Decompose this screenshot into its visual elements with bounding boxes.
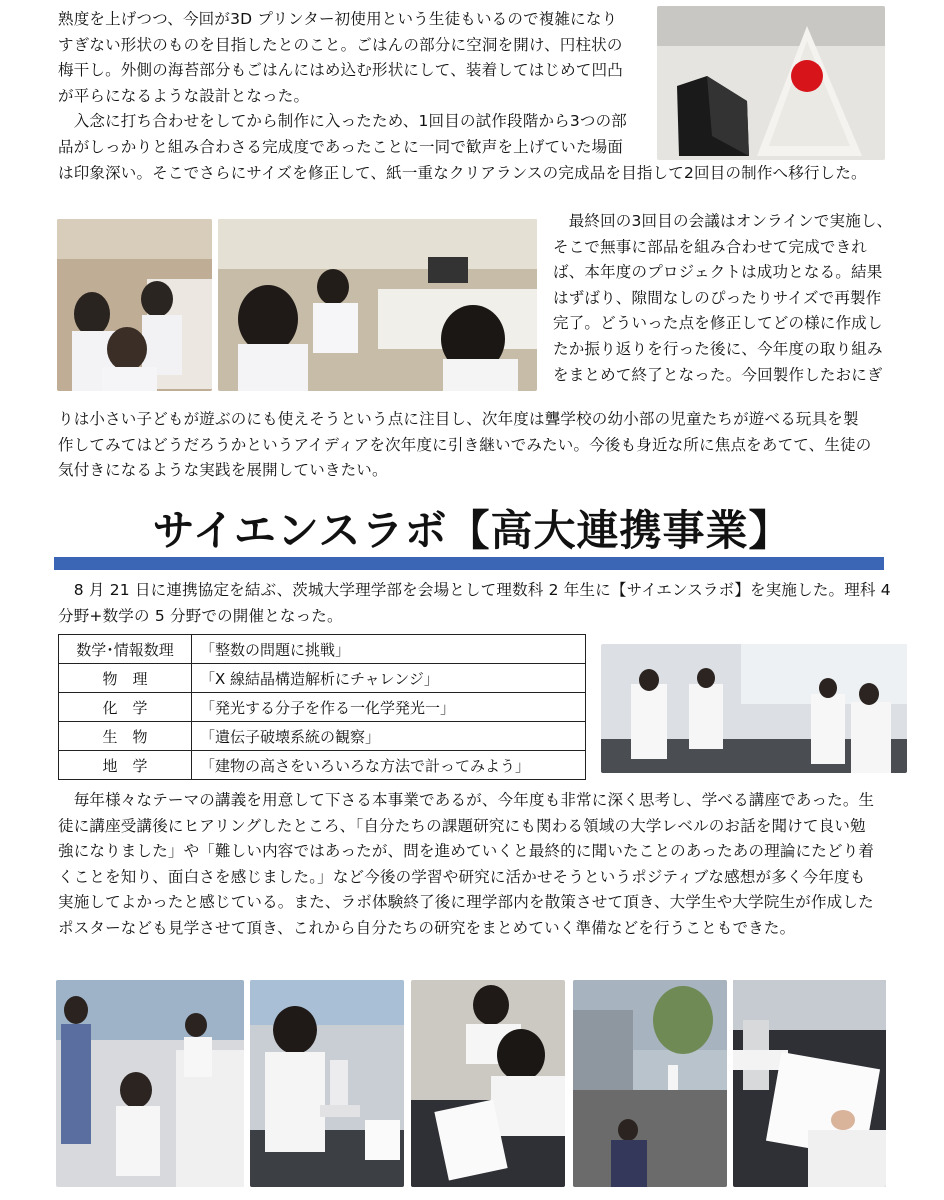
text-line: すぎない形状のものを目指したとのこと。ごはんの部分に空洞を開け、円柱状の xyxy=(58,35,623,54)
text-line: 完了。どういった点を修正してどの様に作成し xyxy=(553,314,883,333)
sketch-observation-photo xyxy=(733,980,886,1187)
subject-cell: 物 理 xyxy=(59,664,192,693)
subject-cell: 地 学 xyxy=(59,751,192,780)
topic-cell: 「X 線結晶構造解析にチャレンジ」 xyxy=(192,664,586,693)
lab-group-photo xyxy=(601,644,907,773)
outdoor-measurement-photo xyxy=(573,980,727,1187)
text-line: 入念に打ち合わせをしてから制作に入ったため、1回目の試作段階から3つの部 xyxy=(58,112,628,131)
table-row xyxy=(59,635,586,664)
text-line: が平らになるような設計となった。 xyxy=(58,86,310,105)
microscope-photo xyxy=(250,980,404,1187)
text-line: 徒に講座受講後にヒアリングしたところ、「自分たちの課題研究にも関わる領域の大学レベルのお話を聞けて良い勉 xyxy=(58,816,866,835)
table-row xyxy=(59,693,586,722)
section-divider xyxy=(54,557,884,570)
text-line: 強になりました」や「難しい内容ではあったが、問を進めていくと最終的に聞いたことのあったあの理論にたどり着 xyxy=(58,842,875,861)
meeting-photo-2 xyxy=(218,219,537,391)
topic-cell: 「発光する分子を作る一化学発光一」 xyxy=(192,693,586,722)
section-title: サイエンスラボ【高大連携事業】 xyxy=(152,506,792,555)
subject-cell: 生 物 xyxy=(59,722,192,751)
text-line: そこで無事に部品を組み合わせて完成できれ xyxy=(553,237,868,256)
subject-cell: 数学･情報数理 xyxy=(59,635,192,664)
text-line: くことを知り、面白さを感じました。」など今後の学習や研究に活かせそうというポジティブな感想が多く今年度も xyxy=(58,867,866,886)
text-line: 梅干し。外側の海苔部分もごはんにはめ込む形状にして、装着してはじめて凹凸 xyxy=(58,61,623,80)
text-line: 毎年様々なテーマの講義を用意して下さる本事業であるが、今年度も非常に深く思考し、学べる講座であった。生 xyxy=(58,791,875,809)
onigiri-3d-print-photo xyxy=(657,6,885,160)
section-intro xyxy=(58,578,938,629)
article-bottom-text xyxy=(58,407,938,484)
subject-cell: 化 学 xyxy=(59,693,192,722)
text-line: をまとめて終了となった。今回製作したおにぎ xyxy=(553,365,883,384)
article-side-text xyxy=(553,209,893,388)
text-line: 最終回の3回目の会議はオンラインで実施し、 xyxy=(553,212,893,230)
text-line: 品がしっかりと組み合わさる完成度であったことに一同で歓声を上げていた場面 xyxy=(58,137,624,156)
table-row xyxy=(59,664,586,693)
text-line: は印象深い。そこでさらにサイズを修正して、紙一重なクリアランスの完成品を目指して2回目の制作へ移行した。 xyxy=(58,163,867,182)
text-line: たか振り返りを行った後に、今年度の取り組み xyxy=(553,339,883,358)
text-line: 作してみてはどうだろうかというアイディアを次年度に引き継いでみたい。今後も身近な所に焦点をあてて、生徒の xyxy=(58,435,872,454)
text-line: はずばり、隙間なしのぴったりサイズで再製作 xyxy=(553,288,882,307)
topics-table xyxy=(58,634,586,780)
text-line: 熟度を上げつつ、今回が3D プリンター初使用という生徒もいるので複雑になり xyxy=(58,10,618,28)
meeting-photo-1 xyxy=(57,219,212,391)
topic-cell: 「建物の高さをいろいろな方法で計ってみよう」 xyxy=(192,751,586,780)
topic-cell: 「整数の問題に挑戦」 xyxy=(192,635,586,664)
text-line: 分野+数学の 5 分野での開催となった。 xyxy=(58,606,343,625)
topic-cell: 「遺伝子破壊系統の観察」 xyxy=(192,722,586,751)
text-line: 気付きになるような実践を展開していきたい。 xyxy=(58,461,388,480)
text-line: ポスターなども見学させて頂き、これから自分たちの研究をまとめていく準備などを行うこともできた。 xyxy=(58,918,796,937)
table-row xyxy=(59,722,586,751)
text-line: 実施してよかったと感じている。また、ラボ体験終了後に理学部内を散策させて頂き、大学生や大学院生が作成した xyxy=(58,893,874,912)
table-row xyxy=(59,751,586,780)
section-body xyxy=(58,788,938,942)
lecture-room-photo xyxy=(56,980,244,1187)
writing-notes-photo xyxy=(411,980,565,1187)
text-line: 8 月 21 日に連携協定を結ぶ、茨城大学理学部を会場として理数科 2 年生に【サイエンスラボ】を実施した。理科 4 xyxy=(58,581,891,599)
text-line: りは小さい子どもが遊ぶのにも使えそうという点に注目し、次年度は聾学校の幼小部の児童たちが遊べる玩具を製 xyxy=(58,410,859,428)
text-line: ば、本年度のプロジェクトは成功となる。結果 xyxy=(553,263,883,282)
